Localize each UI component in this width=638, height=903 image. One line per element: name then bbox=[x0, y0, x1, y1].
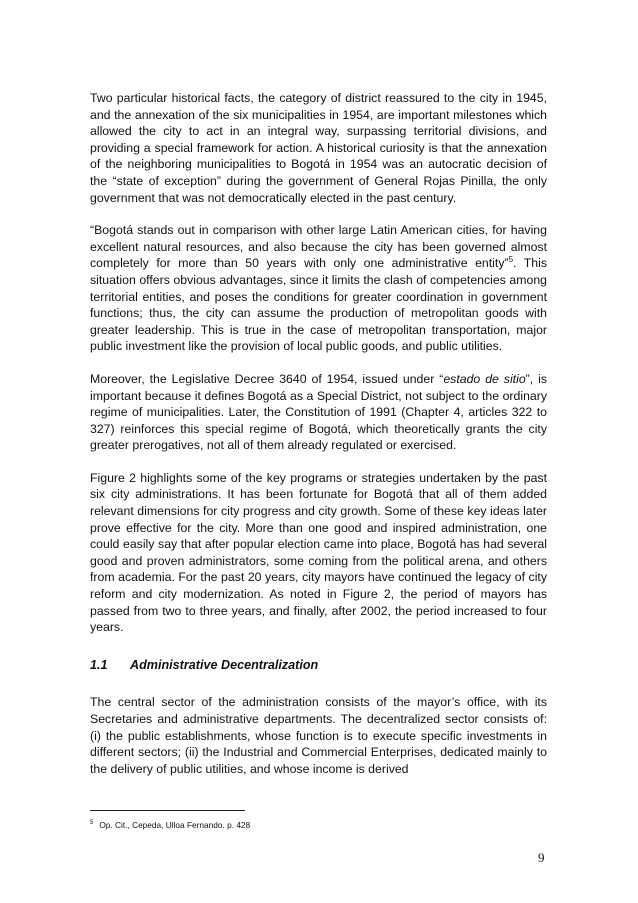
paragraph-historical-facts: Two particular historical facts, the category of district reassured to the city in 1945, and the annexation of the six municipalities in 1954, are important milestones which allowed the city to act in an integral way, surpassing territorial divisions, and providing a special framework for action. A historical curiosity is that the annexation of the neighboring municipalities to Bogotá in 1954 was an autocratic decision of the “state of exception” during the government of General Rojas Pinilla, the only government that was not democratically elected in the past century. bbox=[90, 91, 547, 205]
paragraph-figure-2: Figure 2 highlights some of the key programs or strategies undertaken by the past six city administrations. It has been fortunate for Bogotá that all of them added relevant dimensions for city progress and city growth. Some of these key ideas later prove effective for the city. More than one good and inspired administration, one could easily say that after popular election came into place, Bogotá has had several good and proven administrators, some coming from the political arena, and others from academia. For the past 20 years, city mayors have continued the legacy of city reform and city modernization. As noted in Figure 2, the period of mayors has passed from two to three years, and finally, after 2002, the period increased to four years. bbox=[90, 470, 547, 635]
footnote-text: Op. Cit., Cepeda, Ulloa Fernando. p. 428 bbox=[99, 819, 251, 830]
footnote-divider bbox=[90, 810, 245, 811]
paragraph-text: “Bogotá stands out in comparison with other large Latin American cities, for having excellent natural resources, and also because the city has been governed almost completely for more than 50 years with only one administrative entity” bbox=[90, 223, 547, 271]
paragraph-legislative-decree bbox=[90, 371, 547, 454]
section-heading bbox=[90, 657, 547, 674]
italic-term: estado de sitio bbox=[443, 371, 526, 386]
paragraph-text: . This situation offers obvious advantages, since it limits the clash of competencies among territorial entities, and poses the conditions for greater coordination in government functions; thus, the city can assume the production of metropolitan goods with greater leadership. This is true in the case of metropolitan transportation, major public investment like the provision of local public goods, and public utilities. bbox=[90, 256, 548, 354]
page-number: 9 bbox=[538, 850, 545, 865]
section-number: 1.1 bbox=[90, 657, 108, 672]
footnote-mark: 5 bbox=[90, 820, 94, 826]
page-body bbox=[90, 90, 547, 793]
paragraph-text: ”, is important because it defines Bogotá as a Special District, not subject to the ordinary regime of municipalities. Later, the Constitution of 1991 (Chapter 4, articles 322 to 327) reinforces this special regime of Bogotá, which theoretically grants the city greater prerogatives, not all of them already regulated or exercised. bbox=[90, 371, 547, 453]
paragraph-text: Moreover, the Legislative Decree 3640 of 1954, issued under “ bbox=[90, 371, 444, 386]
paragraph-central-sector: The central sector of the administration consists of the mayor’s office, with its Secretaries and administrative departments. The decentralized sector consists of: (i) the public establishments, whose function is to execute specific investments in different sectors; (ii) the Industrial and Commercial Enterprises, dedicated mainly to the delivery of public utilities, and whose income is derived bbox=[90, 695, 547, 776]
footnote-reference: 5 bbox=[508, 255, 514, 265]
footnote bbox=[90, 818, 250, 830]
paragraph-bogota-comparison bbox=[90, 222, 547, 355]
section-title: Administrative Decentralization bbox=[130, 657, 319, 672]
